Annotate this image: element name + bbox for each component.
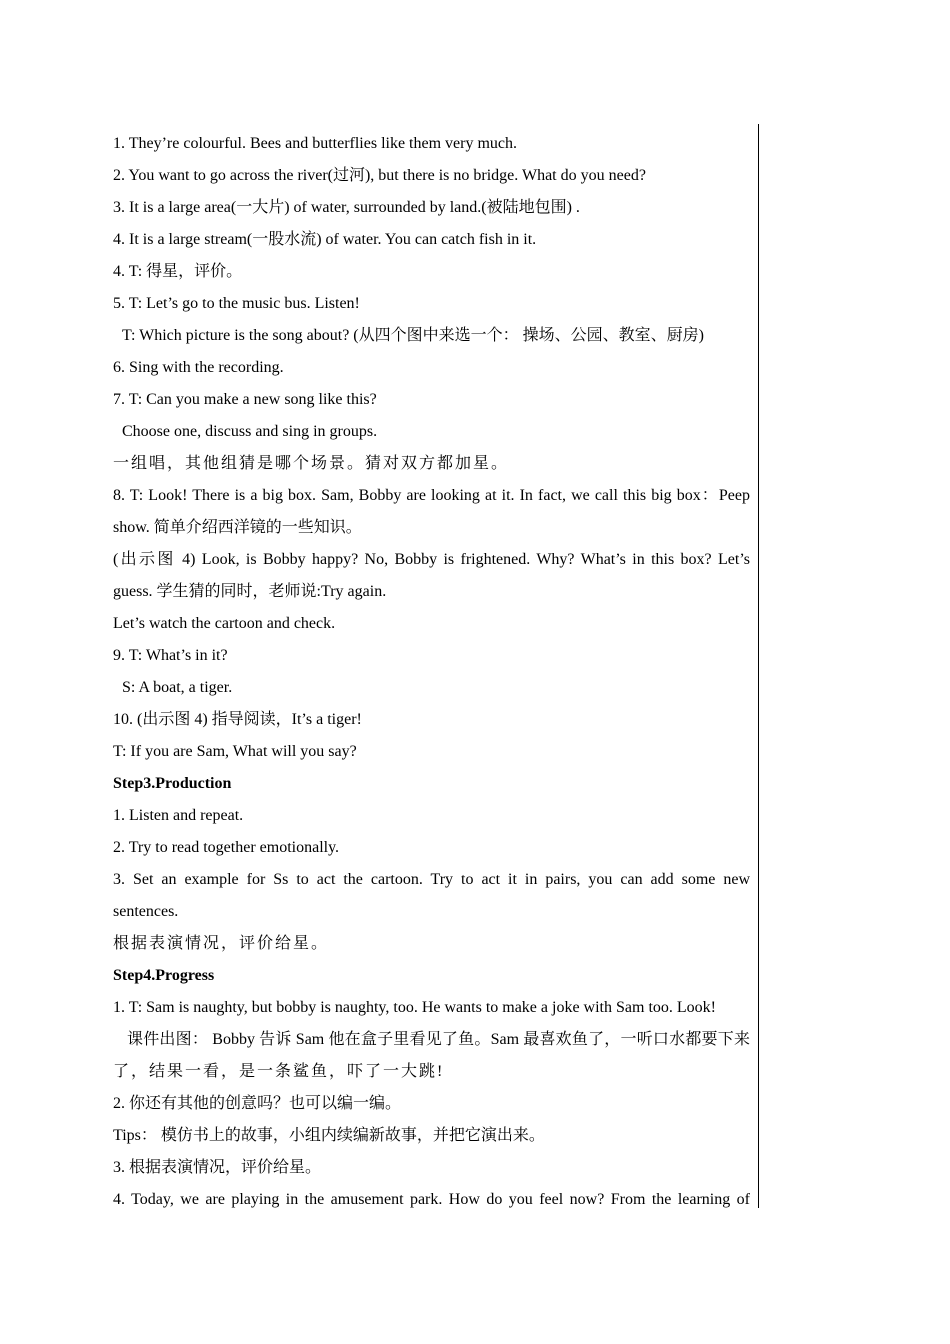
text-line: 4. T: 得星，评价。	[113, 263, 243, 280]
text-line: 根据表演情况，评价给星。	[113, 935, 330, 952]
text-line: Choose one, discuss and sing in groups.	[122, 423, 378, 440]
section-heading: Step3.Production	[113, 775, 232, 792]
text-line: 5. T: Let’s go to the music bus. Listen!	[113, 295, 360, 312]
text-line: 一组唱，其他组猜是哪个场景。猜对双方都加星。	[113, 455, 510, 472]
text-line: 课件出图： Bobby 告诉 Sam 他在盒子里看见了鱼。Sam 最喜欢鱼了，一听口水都要下来	[127, 1031, 750, 1048]
text-line: 7. T: Can you make a new song like this?	[113, 391, 377, 408]
text-line: 1. Listen and repeat.	[113, 807, 244, 824]
text-line: 10. (出示图 4) 指导阅读，It’s a tiger!	[113, 711, 362, 728]
text-line: sentences.	[113, 903, 179, 920]
text-line: 3. It is a large area(一大片) of water, surrounded by land.(被陆地包围) .	[113, 199, 580, 216]
lesson-content	[113, 128, 750, 1216]
text-line: show. 简单介绍西洋镜的一些知识。	[113, 519, 362, 536]
section-heading: Step4.Progress	[113, 967, 215, 984]
text-line: 9. T: What’s in it?	[113, 647, 228, 664]
text-line: 3. 根据表演情况，评价给星。	[113, 1159, 322, 1176]
table-right-border	[758, 124, 759, 1208]
text-line: Tips： 模仿书上的故事，小组内续编新故事，并把它演出来。	[113, 1127, 545, 1144]
text-line: 2. 你还有其他的创意吗？也可以编一编。	[113, 1095, 402, 1112]
text-line: 4. Today, we are playing in the amusement park. How do you feel now? From the learning of	[113, 1191, 750, 1208]
text-line: 1. They’re colourful. Bees and butterflies like them very much.	[113, 135, 518, 152]
text-line: 4. It is a large stream(一股水流) of water. You can catch fish in it.	[113, 231, 537, 248]
text-line: T: Which picture is the song about? (从四个图中来选一个： 操场、公园、教室、厨房)	[122, 327, 704, 344]
text-line: S: A boat, a tiger.	[122, 679, 233, 696]
text-line: 1. T: Sam is naughty, but bobby is naughty, too. He wants to make a joke with Sam too. Look!	[113, 999, 716, 1016]
text-line: (出示图 4) Look, is Bobby happy? No, Bobby is frightened. Why? What’s in this box? Let’s	[113, 551, 750, 568]
text-line: 2. Try to read together emotionally.	[113, 839, 340, 856]
text-line: 了，结果一看，是一条鲨鱼，吓了一大跳!	[113, 1063, 445, 1080]
text-line: 8. T: Look! There is a big box. Sam, Bobby are looking at it. In fact, we call this big box：Peep	[113, 487, 750, 504]
text-line: T: If you are Sam, What will you say?	[113, 743, 357, 760]
text-line: 3. Set an example for Ss to act the cartoon. Try to act it in pairs, you can add some new	[113, 871, 750, 888]
text-line: 2. You want to go across the river(过河), but there is no bridge. What do you need?	[113, 167, 646, 184]
text-line: 6. Sing with the recording.	[113, 359, 284, 376]
text-line: guess. 学生猜的同时，老师说:Try again.	[113, 583, 387, 600]
text-line: Let’s watch the cartoon and check.	[113, 615, 336, 632]
